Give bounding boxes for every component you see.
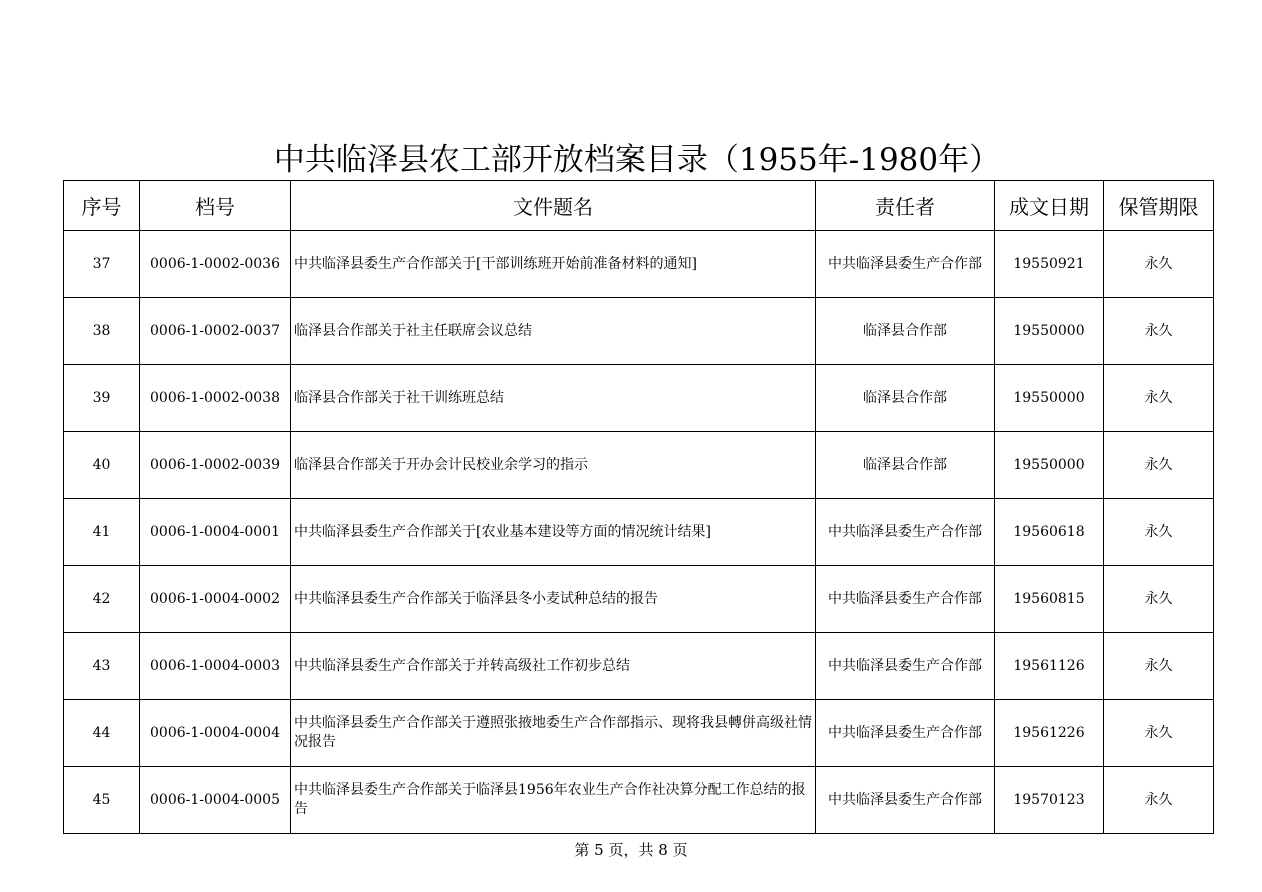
table-header-row: [64, 181, 1214, 231]
page-title: 中共临泽县农工部开放档案目录（1955年-1980年）: [273, 142, 1001, 178]
cell-serial-number: 45: [64, 767, 140, 834]
cell-retention-period: 永久: [1104, 231, 1214, 298]
cell-document-date: 19550000: [995, 432, 1104, 499]
cell-retention-period: 永久: [1104, 700, 1214, 767]
table-row: [64, 365, 1214, 432]
cell-responsible-party: 中共临泽县委生产合作部: [816, 566, 995, 633]
cell-file-title: 中共临泽县委生产合作部关于遵照张掖地委生产合作部指示、现将我县轉併高级社情况报告: [291, 700, 816, 767]
cell-serial-number: 38: [64, 298, 140, 365]
table-row: [64, 432, 1214, 499]
cell-archive-code: 0006-1-0004-0002: [140, 566, 291, 633]
header-responsible-party: 责任者: [816, 181, 995, 231]
cell-retention-period: 永久: [1104, 298, 1214, 365]
cell-document-date: 19550000: [995, 365, 1104, 432]
header-file-title: 文件题名: [291, 181, 816, 231]
cell-archive-code: 0006-1-0002-0038: [140, 365, 291, 432]
cell-retention-period: 永久: [1104, 365, 1214, 432]
cell-serial-number: 44: [64, 700, 140, 767]
cell-archive-code: 0006-1-0004-0005: [140, 767, 291, 834]
cell-serial-number: 42: [64, 566, 140, 633]
table-row: [64, 499, 1214, 566]
cell-responsible-party: 中共临泽县委生产合作部: [816, 231, 995, 298]
cell-document-date: 19561226: [995, 700, 1104, 767]
cell-document-date: 19560815: [995, 566, 1104, 633]
cell-responsible-party: 临泽县合作部: [816, 432, 995, 499]
cell-responsible-party: 中共临泽县委生产合作部: [816, 633, 995, 700]
cell-responsible-party: 中共临泽县委生产合作部: [816, 700, 995, 767]
cell-file-title: 中共临泽县委生产合作部关于并转高级社工作初步总结: [291, 633, 816, 700]
cell-retention-period: 永久: [1104, 499, 1214, 566]
cell-file-title: 临泽县合作部关于社干训练班总结: [291, 365, 816, 432]
header-retention-period: 保管期限: [1104, 181, 1214, 231]
table-row: [64, 700, 1214, 767]
cell-archive-code: 0006-1-0002-0037: [140, 298, 291, 365]
cell-document-date: 19560618: [995, 499, 1104, 566]
cell-file-title: 临泽县合作部关于开办会计民校业余学习的指示: [291, 432, 816, 499]
cell-retention-period: 永久: [1104, 432, 1214, 499]
header-serial-number: 序号: [64, 181, 140, 231]
cell-file-title: 中共临泽县委生产合作部关于临泽县1956年农业生产合作社决算分配工作总结的报告: [291, 767, 816, 834]
table-row: [64, 231, 1214, 298]
cell-document-date: 19570123: [995, 767, 1104, 834]
table-row: [64, 298, 1214, 365]
archive-catalog-table: [63, 180, 1214, 834]
cell-file-title: 中共临泽县委生产合作部关于临泽县冬小麦试种总结的报告: [291, 566, 816, 633]
cell-file-title: 中共临泽县委生产合作部关于[干部训练班开始前准备材料的通知]: [291, 231, 816, 298]
cell-serial-number: 39: [64, 365, 140, 432]
cell-retention-period: 永久: [1104, 767, 1214, 834]
cell-archive-code: 0006-1-0002-0036: [140, 231, 291, 298]
cell-document-date: 19550921: [995, 231, 1104, 298]
cell-archive-code: 0006-1-0004-0001: [140, 499, 291, 566]
cell-archive-code: 0006-1-0002-0039: [140, 432, 291, 499]
cell-serial-number: 43: [64, 633, 140, 700]
table-row: [64, 767, 1214, 834]
table-row: [64, 633, 1214, 700]
page-number-footer: 第 5 页，共 8 页: [574, 841, 688, 859]
cell-retention-period: 永久: [1104, 633, 1214, 700]
cell-responsible-party: 中共临泽县委生产合作部: [816, 767, 995, 834]
cell-document-date: 19550000: [995, 298, 1104, 365]
cell-file-title: 中共临泽县委生产合作部关于[农业基本建设等方面的情况统计结果]: [291, 499, 816, 566]
cell-responsible-party: 中共临泽县委生产合作部: [816, 499, 995, 566]
cell-retention-period: 永久: [1104, 566, 1214, 633]
header-archive-code: 档号: [140, 181, 291, 231]
cell-serial-number: 41: [64, 499, 140, 566]
cell-serial-number: 37: [64, 231, 140, 298]
cell-document-date: 19561126: [995, 633, 1104, 700]
cell-file-title: 临泽县合作部关于社主任联席会议总结: [291, 298, 816, 365]
header-document-date: 成文日期: [995, 181, 1104, 231]
table-row: [64, 566, 1214, 633]
cell-responsible-party: 临泽县合作部: [816, 365, 995, 432]
cell-responsible-party: 临泽县合作部: [816, 298, 995, 365]
cell-serial-number: 40: [64, 432, 140, 499]
cell-archive-code: 0006-1-0004-0004: [140, 700, 291, 767]
cell-archive-code: 0006-1-0004-0003: [140, 633, 291, 700]
